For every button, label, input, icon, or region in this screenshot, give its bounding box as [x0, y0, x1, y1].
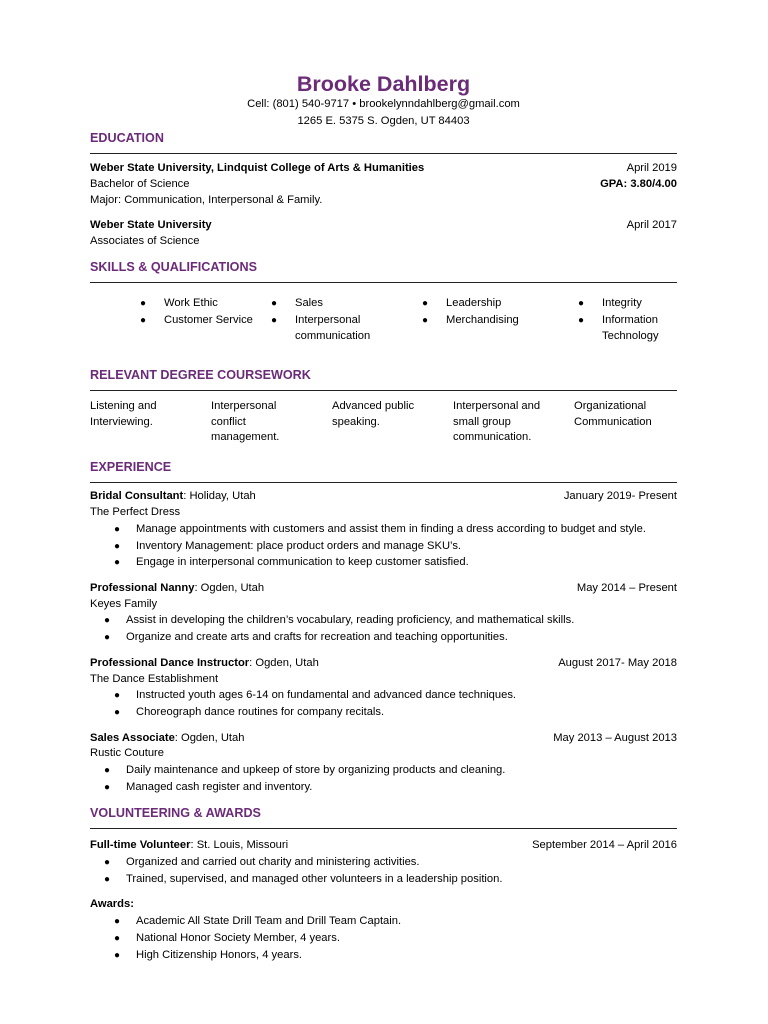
job-location: : Ogden, Utah [174, 732, 245, 744]
job-location: : Ogden, Utah [194, 582, 265, 594]
job-role: Professional Dance Instructor [90, 657, 250, 669]
contact-line-phone-email: Cell: (801) 540-9717 • brookelynndahlberg@gmail.com [247, 98, 520, 110]
coursework-item: Organizational Communication [574, 400, 652, 428]
job-date: May 2013 – August 2013 [553, 732, 677, 744]
education-entry-2-header [90, 218, 677, 234]
section-divider [90, 153, 677, 154]
section-title-coursework: RELEVANT DEGREE COURSEWORK [90, 368, 311, 382]
education-entry-1-degree-row [90, 177, 677, 193]
job-date: August 2017- May 2018 [558, 657, 677, 669]
job-date: May 2014 – Present [576, 582, 677, 594]
job-header [90, 731, 677, 747]
education-date: April 2019 [626, 162, 677, 174]
section-title-volunteering: VOLUNTEERING & AWARDS [90, 806, 261, 820]
education-degree: Associates of Science [90, 235, 200, 247]
section-divider [90, 828, 677, 829]
resume-name: Brooke Dahlberg [296, 72, 471, 96]
education-major: Major: Communication, Interpersonal & Family. [90, 194, 323, 206]
coursework-item: Listening and Interviewing. [90, 400, 157, 428]
education-degree: Bachelor of Science [90, 178, 190, 190]
volunteer-date: September 2014 – April 2016 [532, 839, 677, 851]
volunteer-role: Full-time Volunteer [90, 839, 191, 851]
section-title-experience: EXPERIENCE [90, 460, 172, 474]
job-organization: Keyes Family [90, 598, 158, 610]
volunteer-location: : St. Louis, Missouri [190, 839, 289, 851]
section-divider [90, 390, 677, 391]
job-role: Bridal Consultant [90, 490, 184, 502]
job-location: : Ogden, Utah [249, 657, 319, 669]
awards-label: Awards: [90, 898, 134, 910]
job-organization: The Perfect Dress [90, 506, 181, 518]
volunteer-header [90, 838, 677, 854]
job-header [90, 581, 677, 597]
job-location: : Holiday, Utah [183, 490, 256, 502]
education-school: Weber State University, Lindquist College of Arts & Humanities [90, 162, 425, 174]
resume-page: Brooke Dahlberg Cell: (801) 540-9717 • brookelynndahlberg@gmail.com 1265 E. 5375 S. Ogden, UT 84403 EDUCATION Weber State University, Lindquist College of Arts & Humanities April 2019 Bachelor of Science GPA: 3.80/4.00 Major: Communication, Interpersonal & Family. Weber State University April 2017 Associates of Science SKILLS & QUALIFICATIONS ● Work Ethic ● Customer Service ● Sales ● Interpersonal communication ● Leadership ● Merchandising ● Integrity ● Information Technology RELEVANT DEGREE COURSEWORK Listening and Interviewing. Interpersonal conflict management. Advanced public speaking. Interpersonal and small group communication. Organizational Communication EXPERIENCE Bridal Consultant: Holiday, Utah January 2019- Present The Perfect Dress ● Manage appointments with customers and assist them in finding a dress according to budget and style. ● Inventory Management: place product orders and manage SKU’s. ● Engage in interpersonal communication to keep customer satisfied. Professional Nanny: Ogden, Utah May 2014 – Present Keyes Family ● Assist in developing the children’s vocabulary, reading proficiency, and mathematical skills. ● Organize and create arts and crafts for recreation and teaching opportunities. Professional Dance Instructor: Ogden, Utah August 2017- May 2018 The Dance Establishment ● Instructed youth ages 6-14 on fundamental and advanced dance techniques. ● Choreograph dance routines for company recitals. Sales Associate: Ogden, Utah May 2013 – August 2013 Rustic Couture ● Daily maintenance and upkeep of store by organizing products and cleaning. ● Managed cash register and inventory. VOLUNTEERING & AWARDS Full-time Volunteer: St. Louis, Missouri September 2014 – April 2016 ● Organized and carried out charity and ministering activities. ● Trained, supervised, and managed other volunteers in a leadership position. Awards: ● Academic All State Drill Team and Drill Team Captain. ● National Honor Society Member, 4 years. ● High Citizenship Honors, 4 years. [90, 72, 677, 961]
job-role: Professional Nanny [90, 582, 195, 594]
education-entry-1-header [90, 161, 677, 177]
section-divider [90, 482, 677, 483]
job-organization: The Dance Establishment [90, 673, 219, 685]
job-header [90, 489, 677, 505]
job-header [90, 656, 677, 672]
section-divider [90, 282, 677, 283]
coursework-item: Interpersonal and small group communication. [453, 400, 541, 443]
job-date: January 2019- Present [563, 490, 677, 502]
coursework-item: Advanced public speaking. [332, 400, 415, 428]
coursework-item: Interpersonal conflict management. [211, 400, 280, 443]
section-title-skills: SKILLS & QUALIFICATIONS [90, 260, 257, 274]
contact-line-address: 1265 E. 5375 S. Ogden, UT 84403 [297, 115, 470, 127]
education-school: Weber State University [90, 219, 212, 231]
education-date: April 2017 [626, 219, 677, 231]
section-title-education: EDUCATION [90, 131, 164, 145]
job-organization: Rustic Couture [90, 747, 164, 759]
job-role: Sales Associate [90, 732, 175, 744]
education-gpa: GPA: 3.80/4.00 [600, 178, 677, 190]
